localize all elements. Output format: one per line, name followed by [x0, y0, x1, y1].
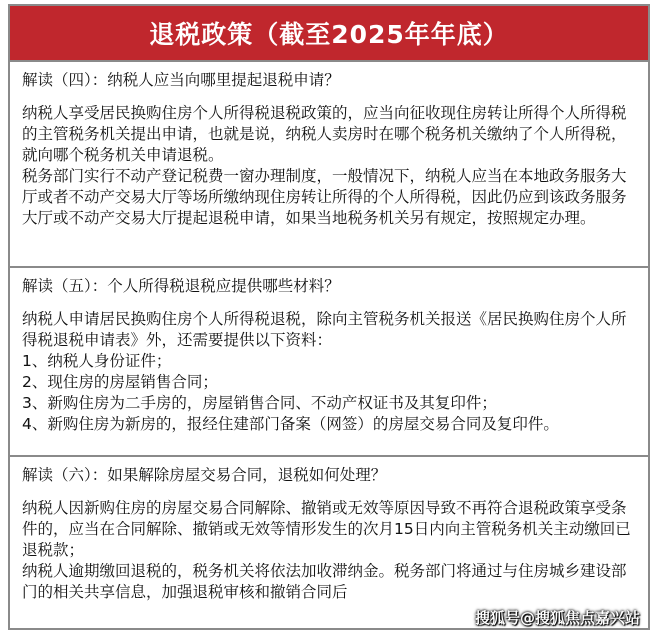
section-question: 解读（四）：纳税人应当向哪里提起退税申请？ — [22, 71, 340, 89]
policy-card — [8, 4, 650, 630]
section-question: 解读（六）：如果解除房屋交易合同，退税如何处理？ — [22, 466, 387, 484]
page-title: 退税政策（截至2025年年底） — [10, 6, 648, 60]
section-4 — [10, 60, 648, 266]
list-item: 4、新购住房为新房的，报经住建部门备案（网签）的房屋交易合同及复印件。 — [22, 415, 559, 433]
list-item: 2、现住房的房屋销售合同； — [22, 373, 218, 391]
section-paragraph: 纳税人逾期缴回退税的，税务机关将依法加收滞纳金。税务部门将通过与住房城乡建设部门的相关共享信息，加强退税审核和撤销合同后 — [22, 562, 627, 601]
section-question: 解读（五）：个人所得税退税应提供哪些材料？ — [22, 277, 340, 295]
watermark: 搜狐号@搜狐焦点嘉兴站 — [474, 609, 640, 627]
section-paragraph: 纳税人享受居民换购住房个人所得税退税政策的，应当向征收现住房转让所得个人所得税的主管税务机关提出申请，也就是说，纳税人卖房时在哪个税务机关缴纳了个人所得税，就向哪个税务机关申请退税。 — [22, 104, 627, 164]
section-5 — [10, 266, 648, 455]
list-item: 3、新购住房为二手房的，房屋销售合同、不动产权证书及其复印件； — [22, 394, 497, 412]
section-paragraph: 税务部门实行不动产登记税费一窗办理制度，一般情况下，纳税人应当在本地政务服务大厅或者不动产交易大厅等场所缴纳现住房转让所得的个人所得税，因此仍应到该政务服务大厅或不动产交易大厅提起退税申请，如果当地税务机关另有规定，按照规定办理。 — [22, 167, 627, 227]
list-item: 1、纳税人身份证件； — [22, 352, 172, 370]
section-paragraph: 纳税人因新购住房的房屋交易合同解除、撤销或无效等原因导致不再符合退税政策享受条件的，应当在合同解除、撤销或无效等情形发生的次月15日内向主管税务机关主动缴回已退税款； — [22, 499, 631, 559]
section-paragraph: 纳税人申请居民换购住房个人所得税退税，除向主管税务机关报送《居民换购住房个人所得税退税申请表》外，还需要提供以下资料： — [22, 310, 627, 349]
section-6 — [10, 455, 648, 630]
